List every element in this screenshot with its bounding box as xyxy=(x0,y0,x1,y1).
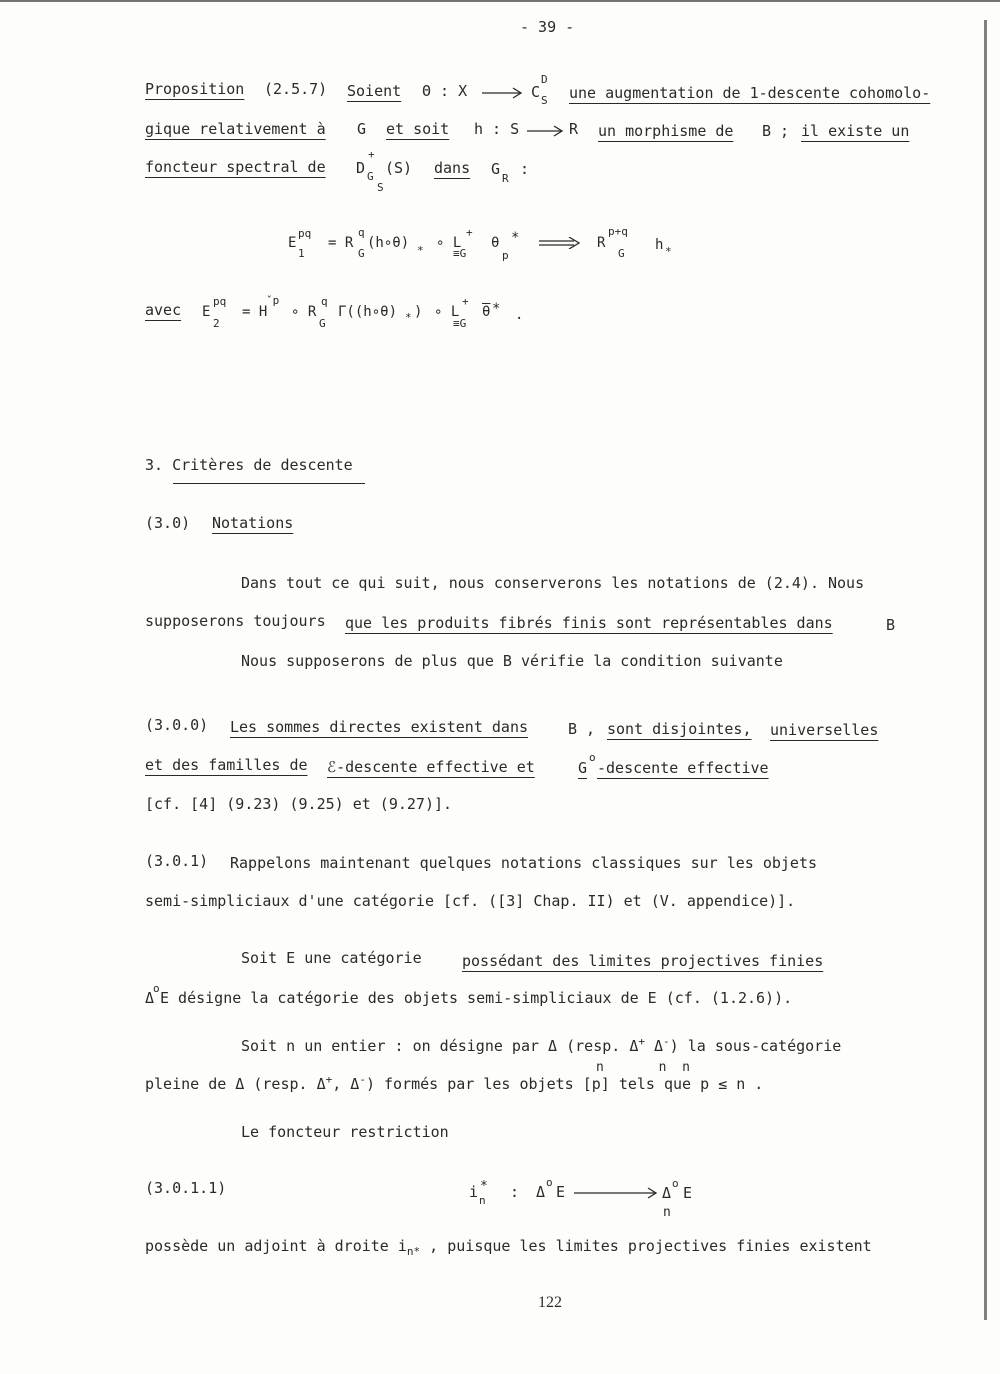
section-3-rule xyxy=(173,483,365,484)
s3011-i-sup: * xyxy=(480,1179,488,1194)
theta-bar: $\overline{\theta}$ xyxy=(482,304,491,320)
para3-b2-sup: - xyxy=(359,1073,366,1086)
s301-number: (3.0.1) xyxy=(145,852,209,870)
para3-b3: ) formés par les objets [p] tels que p ≤ n . xyxy=(365,1075,764,1093)
double-arrow-icon xyxy=(539,237,581,249)
end-dot: . xyxy=(515,307,524,323)
s3011-colon: : xyxy=(510,1183,520,1201)
D-subsub: S xyxy=(377,181,384,194)
para3-a-sup: + xyxy=(638,1035,645,1048)
G-R-sub: R xyxy=(502,172,509,185)
para1-l2-c: B xyxy=(886,616,896,634)
s3011-lhs-delta: Δ xyxy=(536,1183,546,1201)
s3011-rhs-delta: Δ xyxy=(662,1184,672,1202)
para3-a2: Δ xyxy=(644,1037,664,1055)
s300-g: G xyxy=(578,759,588,777)
para2-a: Soit E une catégorie xyxy=(241,949,422,967)
para1-l2-a: supposerons toujours xyxy=(145,612,326,630)
s300-reference: [cf. [4] (9.23) (9.25) et (9.27)]. xyxy=(145,795,453,813)
D-sup: + xyxy=(368,148,375,161)
target-C-sup: D xyxy=(541,73,548,86)
G-R-symbol: G xyxy=(491,160,501,178)
D-sub: G xyxy=(367,170,374,183)
s300-c: sont disjointes, xyxy=(607,720,752,738)
theta-sub: p xyxy=(502,249,509,262)
R-sup: q xyxy=(358,226,365,239)
gamma-expr: Γ((h∘θ) xyxy=(338,304,398,320)
gamma-sub: * xyxy=(405,311,412,324)
right-scan-edge xyxy=(984,20,987,1320)
s301-l1: Rappelons maintenant quelques notations classiques sur les objets xyxy=(230,854,817,872)
augmentation-expr: Θ : X xyxy=(422,82,468,100)
s300-f: ℰ-descente effective et xyxy=(327,758,535,776)
para3-n-subscripts: n n n xyxy=(596,1060,690,1075)
s300-g-sup: o xyxy=(589,751,596,764)
para4-text: Le foncteur restriction xyxy=(241,1123,449,1141)
equals-R: = R xyxy=(328,235,354,251)
target-R: R xyxy=(569,120,579,138)
equals-H: = H xyxy=(242,304,268,320)
right-arrow-icon xyxy=(482,87,524,99)
R-pq-symbol: R xyxy=(597,235,606,251)
para3-a2-sup: - xyxy=(663,1035,670,1048)
gique-relativement: gique relativement à xyxy=(145,120,326,138)
para5-line xyxy=(145,1237,872,1258)
il-existe-un: il existe un xyxy=(801,122,910,140)
s30-number: (3.0) xyxy=(145,514,191,532)
para5-b: , puisque les limites projectives finies existent xyxy=(420,1237,872,1255)
theta-symbol: θ xyxy=(491,235,500,251)
L-sup: + xyxy=(466,226,473,239)
s300-number: (3.0.0) xyxy=(145,716,209,734)
E2-sup: pq xyxy=(213,295,227,308)
et-soit: et soit xyxy=(386,120,450,138)
B-symbol: B ; xyxy=(762,122,790,140)
section-3-title: 3. Critères de descente xyxy=(145,456,353,474)
D-argument: (S) xyxy=(385,159,413,177)
s3011-i: i xyxy=(469,1183,479,1201)
R-pq-sub: G xyxy=(618,247,625,260)
s3011-lhs-E: E xyxy=(556,1183,566,1201)
long-right-arrow-icon xyxy=(574,1187,659,1199)
E2-symbol: E xyxy=(202,304,211,320)
h-theta: (h∘θ) xyxy=(367,235,410,251)
s300-a: Les sommes directes existent dans xyxy=(230,718,529,736)
dans-word: dans xyxy=(434,159,471,177)
circ-L: ∘ L xyxy=(436,235,462,251)
para3-line-2 xyxy=(145,1073,764,1093)
h-sub: * xyxy=(665,245,672,258)
h-symbol: h xyxy=(655,237,664,253)
para2-d: E désigne la catégorie des objets semi-simpliciaux de E (cf. (1.2.6)). xyxy=(160,989,793,1007)
L-sub: ≡G xyxy=(453,317,467,330)
s300-b: B , xyxy=(568,720,596,738)
s300-e: et des familles de xyxy=(145,756,308,774)
s300-h: -descente effective xyxy=(597,759,769,777)
para2-b: possédant des limites projectives finies xyxy=(462,952,824,970)
circ-L: ∘ L xyxy=(434,304,460,320)
para3-line-1 xyxy=(241,1035,842,1055)
R-pq-sup: p+q xyxy=(608,225,628,238)
para2-delta-sup: o xyxy=(153,982,160,995)
s3011-rhs-E: E xyxy=(683,1184,693,1202)
R-sup: q xyxy=(321,295,328,308)
top-page-mark: - 39 - xyxy=(520,18,575,36)
para5-a-sub: n* xyxy=(406,1245,421,1258)
foncteur-spectral-de: foncteur spectral de xyxy=(145,158,326,176)
augmentation-description: une augmentation de 1-descente cohomolo- xyxy=(569,84,931,102)
E2-sub: 2 xyxy=(213,317,220,330)
soient-word: Soient xyxy=(347,82,402,100)
para5-a: possède un adjoint à droite i xyxy=(145,1237,407,1255)
E1-sub: 1 xyxy=(298,247,305,260)
para3-b2: , Δ xyxy=(332,1075,360,1093)
top-scan-edge xyxy=(0,0,1000,2)
avec-label: avec xyxy=(145,301,182,319)
s301-line-2: semi-simpliciaux d'une catégorie [cf. ([3] Chap. II) et (V. appendice)]. xyxy=(145,892,796,910)
theta-bar-star: * xyxy=(492,301,501,317)
H-sup: ˇp xyxy=(266,294,280,307)
target-C: C xyxy=(531,83,541,101)
D-symbol: D xyxy=(356,159,366,177)
page-number: 122 xyxy=(538,1294,562,1311)
morphism-h: h : S xyxy=(474,120,520,138)
colon: : xyxy=(520,160,530,178)
s3011-lhs-sup: o xyxy=(546,1176,553,1189)
para3-a: Soit n un entier : on désigne par Δ (resp. Δ xyxy=(241,1037,639,1055)
para2-delta: Δ xyxy=(145,989,155,1007)
para1-line-1: Dans tout ce qui suit, nous conserverons les notations de (2.4). Nous xyxy=(241,574,865,592)
G-symbol: G xyxy=(357,120,367,138)
theta-star: * xyxy=(511,230,520,246)
proposition-label: Proposition xyxy=(145,80,245,98)
R-sub: G xyxy=(358,247,365,260)
s3011-number: (3.0.1.1) xyxy=(145,1179,227,1197)
s3011-rhs-sub: n xyxy=(663,1205,671,1220)
E1-sup: pq xyxy=(298,227,312,240)
L-sub: ≡G xyxy=(453,247,467,260)
para3-a3: ) la sous-catégorie xyxy=(669,1037,842,1055)
h-theta-star: * xyxy=(417,244,424,257)
para1-l2-b: que les produits fibrés finis sont représentables dans xyxy=(345,614,833,632)
right-arrow-icon xyxy=(527,125,565,137)
proposition-number: (2.5.7) xyxy=(264,80,328,98)
un-morphisme-de: un morphisme de xyxy=(598,122,734,140)
s300-d: universelles xyxy=(770,721,879,739)
s3011-i-sub: n xyxy=(479,1194,486,1207)
para1-line-3: Nous supposerons de plus que B vérifie la condition suivante xyxy=(241,652,783,670)
E1-symbol: E xyxy=(288,235,297,251)
s3011-rhs-sup: o xyxy=(672,1177,679,1190)
circ-R: ∘ R xyxy=(291,304,317,320)
target-C-sub: S xyxy=(541,94,548,107)
L-sup: + xyxy=(462,295,469,308)
gamma-close: ) xyxy=(414,304,423,320)
R-sub: G xyxy=(319,317,326,330)
para3-b-sup: + xyxy=(325,1073,333,1086)
s30-title: Notations xyxy=(212,514,294,532)
para3-b: pleine de Δ (resp. Δ xyxy=(145,1075,326,1093)
